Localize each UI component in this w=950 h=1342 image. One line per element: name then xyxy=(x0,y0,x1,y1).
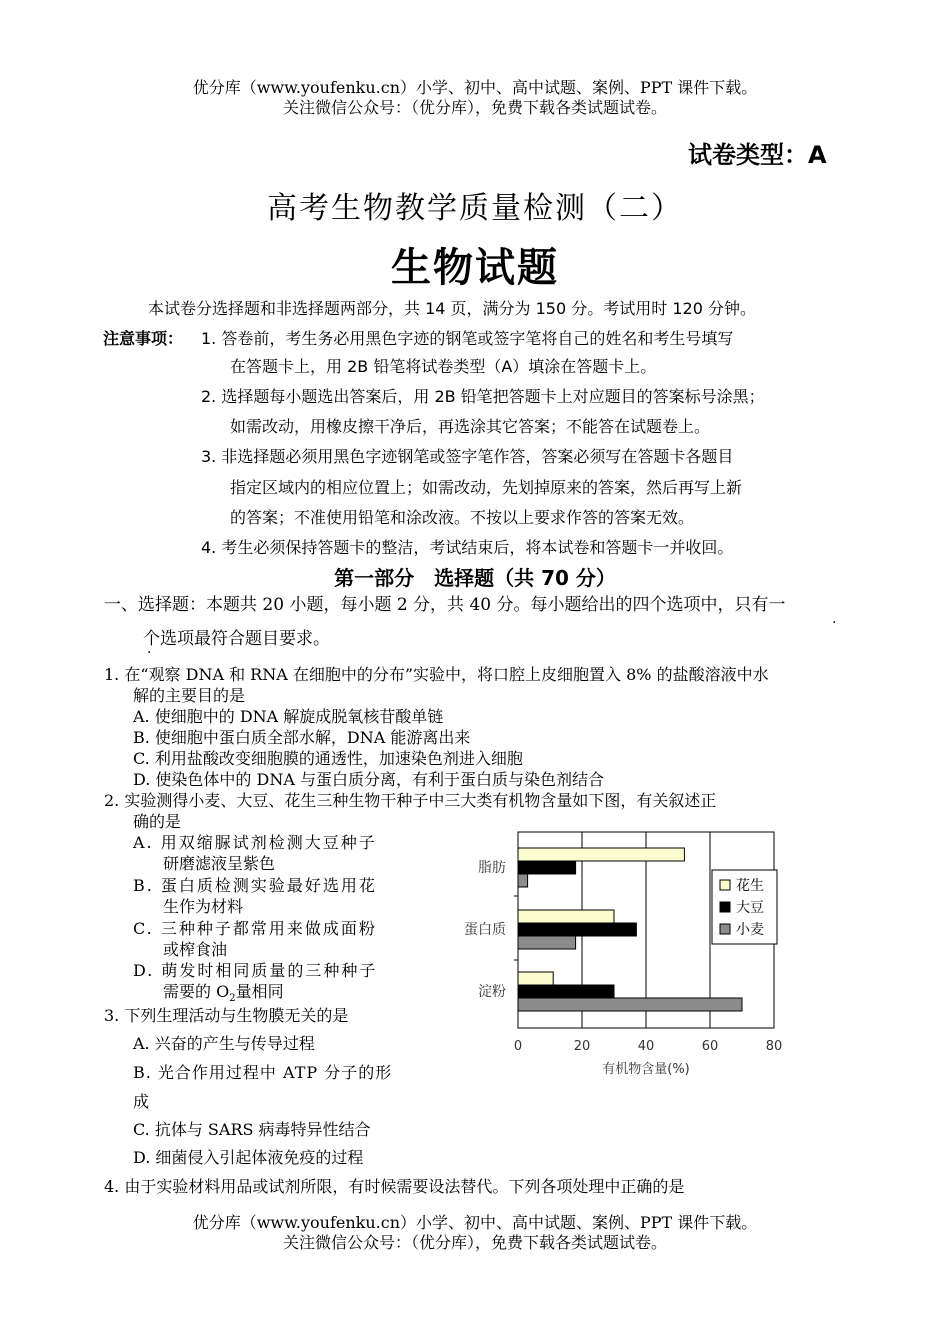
chart-legend xyxy=(712,870,777,944)
q2-stem-line-2: 确的是 xyxy=(133,812,182,831)
q3-option-b-line-1: B. 光合作用过程中 ATP 分子的形 xyxy=(133,1063,393,1082)
q2-option-d-line-1: D. 萌发时相同质量的三种种子 xyxy=(133,961,378,980)
chart-category-labels xyxy=(464,859,506,1000)
footer-line-1: 优分库（www.youfenku.cn）小学、初中、高中试题、案例、PPT 课件下载。 xyxy=(192,1213,758,1232)
bar-2-3 xyxy=(518,936,576,949)
note-1-line-2: 在答题卡上，用 2B 铅笔将试卷类型（A）填涂在答题卡上。 xyxy=(230,357,657,376)
q2-option-d-text-end: 量相同 xyxy=(235,982,284,1001)
q2-option-c-line-1: C. 三种种子都常用来做成面粉 xyxy=(133,919,377,938)
q1-option-c: C. 利用盐酸改变细胞膜的通透性，加速染色剂进入细胞 xyxy=(133,749,523,768)
category-label: 脂肪 xyxy=(478,860,506,876)
q2-option-b-line-2: 生作为材料 xyxy=(163,897,244,916)
q1-option-b: B. 使细胞中蛋白质全部水解，DNA 能游离出来 xyxy=(133,728,471,747)
bar-3-1 xyxy=(518,972,553,985)
q1-option-d: D. 使染色体中的 DNA 与蛋白质分离，有利于蛋白质与染色剂结合 xyxy=(133,770,604,789)
header-line-1: 优分库（www.youfenku.cn）小学、初中、高中试题、案例、PPT 课件下载。 xyxy=(192,78,758,97)
q3-option-a: A. 兴奋的产生与传导过程 xyxy=(133,1034,315,1053)
note-2-line-1: 2. 选择题每小题选出答案后，用 2B 铅笔把答题卡上对应题目的答案标号涂黑； xyxy=(201,387,765,406)
q3-option-b-line-2: 成 xyxy=(133,1092,150,1111)
exam-title: 高考生物教学质量检测（二） xyxy=(267,191,683,226)
organic-content-chart xyxy=(440,820,800,1090)
q2-option-a-line-1: A. 用双缩脲试剂检测大豆种子 xyxy=(133,833,377,852)
bar-3-3 xyxy=(518,998,742,1011)
category-label: 蛋白质 xyxy=(464,922,506,938)
note-3-line-3: 的答案；不准使用铅笔和涂改液。不按以上要求作答的答案无效。 xyxy=(230,508,695,527)
legend-label: 大豆 xyxy=(736,900,764,916)
q2-option-b-line-1: B. 蛋白质检测实验最好选用花 xyxy=(133,876,377,895)
q3-stem: 3. 下列生理活动与生物膜无关的是 xyxy=(104,1006,349,1025)
x-tick-label: 80 xyxy=(765,1039,783,1054)
x-tick-label: 0 xyxy=(513,1039,523,1054)
category-label: 淀粉 xyxy=(478,984,506,1000)
emphasis-dot: · xyxy=(832,615,837,631)
q1-stem-line-2: 解的主要目的是 xyxy=(133,686,246,705)
legend-label: 小麦 xyxy=(736,922,764,938)
q1-stem-line-1: 1. 在“观察 DNA 和 RNA 在细胞中的分布”实验中，将口腔上皮细胞置入 8% 的盐酸溶液中水 xyxy=(104,665,769,684)
chart-x-axis-label: 有机物含量(%) xyxy=(602,1062,690,1077)
footer-line-2: 关注微信公众号：（优分库），免费下载各类试题试卷。 xyxy=(282,1233,667,1252)
header-line-2: 关注微信公众号：（优分库），免费下载各类试题试卷。 xyxy=(282,98,667,117)
intro-text: 本试卷分选择题和非选择题两部分，共 14 页，满分为 150 分。考试用时 120 分钟。 xyxy=(148,299,756,318)
x-tick-label: 60 xyxy=(701,1039,719,1054)
legend-label: 花生 xyxy=(736,878,764,894)
q2-option-a-line-2: 研磨滤液呈紫色 xyxy=(163,854,276,873)
note-1-line-1: 1. 答卷前，考生务必用黑色字迹的钢笔或签字笔将自己的姓名和考生号填写 xyxy=(201,329,734,348)
bar-2-2 xyxy=(518,923,636,936)
x-tick-label: 20 xyxy=(573,1039,591,1054)
legend-swatch xyxy=(720,880,730,890)
subject-title: 生物试题 xyxy=(391,244,559,291)
emphasis-dot: · xyxy=(147,645,152,661)
q2-option-d-subscript: 2 xyxy=(229,993,236,1005)
x-tick-label: 40 xyxy=(637,1039,655,1054)
legend-swatch xyxy=(720,924,730,934)
bar-1-1 xyxy=(518,848,684,861)
section1-line-2: 个选项最符合题目要求。 xyxy=(143,629,330,649)
bar-1-2 xyxy=(518,861,576,874)
paper-type: 试卷类型：A xyxy=(688,141,827,169)
q2-option-c-line-2: 或榨食油 xyxy=(163,940,228,959)
part1-title: 第一部分 选择题（共 70 分） xyxy=(334,566,616,590)
note-4: 4. 考生必须保持答题卡的整洁，考试结束后，将本试卷和答题卡一并收回。 xyxy=(201,538,734,557)
q4-stem: 4. 由于实验材料用品或试剂所限，有时候需要设法替代。下列各项处理中正确的是 xyxy=(104,1177,685,1196)
q3-option-d: D. 细菌侵入引起体液免疫的过程 xyxy=(133,1148,364,1167)
notes-label: 注意事项： xyxy=(103,329,184,348)
bar-2-1 xyxy=(518,910,614,923)
q1-option-a: A. 使细胞中的 DNA 解旋成脱氧核苷酸单链 xyxy=(133,707,444,726)
note-2-line-2: 如需改动，用橡皮擦干净后，再选涂其它答案；不能答在试题卷上。 xyxy=(230,417,711,436)
q3-option-c: C. 抗体与 SARS 病毒特异性结合 xyxy=(133,1120,371,1139)
q2-option-d-text: 需要的 O xyxy=(163,982,230,1001)
chart-x-tick-labels xyxy=(514,1039,782,1054)
bar-1-3 xyxy=(518,874,528,887)
bar-3-2 xyxy=(518,985,614,998)
note-3-line-1: 3. 非选择题必须用黑色字迹钢笔或签字笔作答，答案必须写在答题卡各题目 xyxy=(201,447,734,466)
q2-stem-line-1: 2. 实验测得小麦、大豆、花生三种生物干种子中三大类有机物含量如下图，有关叙述正 xyxy=(104,791,717,810)
section1-line-1: 一、选择题：本题共 20 小题，每小题 2 分，共 40 分。每小题给出的四个选项中，只有一 xyxy=(104,595,786,615)
legend-swatch xyxy=(720,902,730,912)
note-3-line-2: 指定区域内的相应位置上；如需改动，先划掉原来的答案，然后再写上新 xyxy=(230,478,743,497)
